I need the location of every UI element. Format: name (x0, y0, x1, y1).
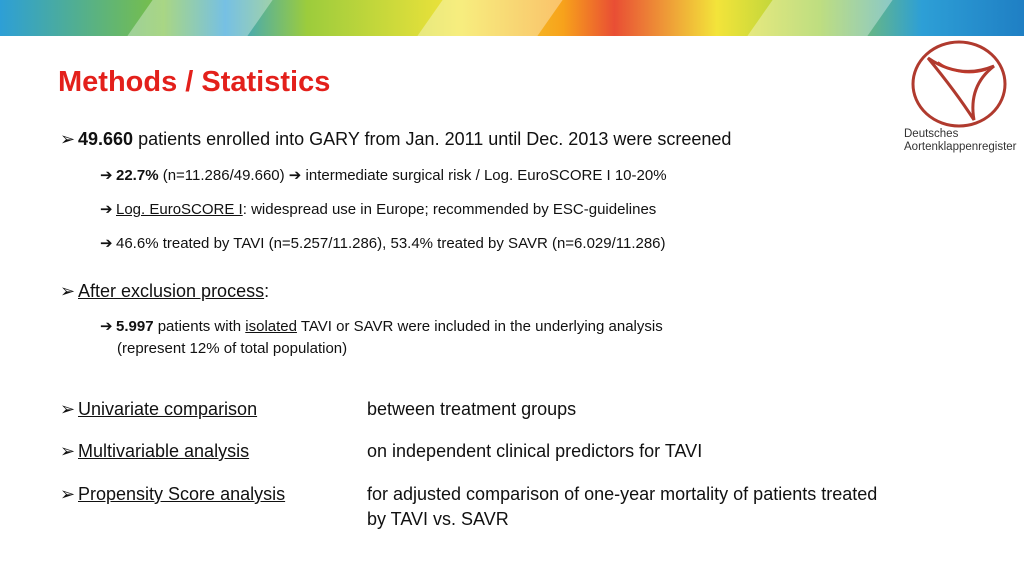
bullet-marker-icon: ➢ (60, 129, 76, 149)
logo-line-1: Deutsches (904, 128, 959, 140)
arrow-icon: ➔ (100, 167, 113, 184)
exclusion-colon: : (264, 281, 270, 301)
bullet-screened (60, 129, 731, 150)
header-banner (0, 0, 1024, 36)
bullet-exclusion (60, 281, 269, 302)
arrow-icon: ➔ (288, 167, 302, 184)
page-title: Methods / Statistics (58, 66, 331, 98)
banner-shape (747, 0, 892, 36)
bullet-marker-icon: ➢ (60, 441, 76, 461)
bullet-marker-icon: ➢ (60, 484, 76, 504)
multivariable-description: on independent clinical predictors for TAVI (367, 441, 703, 461)
sub-bullet-treatment-split (100, 234, 666, 252)
included-text-2: TAVI or SAVR were included in the underlying analysis (296, 318, 663, 335)
euroscore-text: : widespread use in Europe; recommended by ESC-guidelines (242, 201, 657, 218)
arrow-icon: ➔ (100, 235, 113, 252)
screened-text: patients enrolled into GARY from Jan. 2011 until Dec. 2013 were screened (133, 129, 732, 149)
logo-line-2: Aortenklappenregister (904, 141, 1017, 153)
propensity-description: for adjusted comparison of one-year mortality of patients treated (367, 484, 878, 504)
included-text: patients with (153, 318, 246, 335)
risk-text: intermediate surgical risk / Log. EuroSCORE I 10-20% (301, 167, 667, 184)
banner-shape (417, 0, 562, 36)
multivariable-link[interactable]: Multivariable analysis (78, 441, 250, 461)
propensity-link[interactable]: Propensity Score analysis (78, 484, 286, 504)
bullet-propensity (60, 484, 285, 505)
exclusion-link[interactable]: After exclusion process (78, 281, 265, 301)
bullet-multivariable (60, 441, 249, 462)
arrow-icon: ➔ (100, 201, 113, 218)
banner-shape (127, 0, 272, 36)
sub-bullet-euroscore (100, 200, 656, 218)
univariate-description: between treatment groups (367, 399, 577, 419)
arrow-icon: ➔ (100, 318, 113, 335)
bullet-marker-icon: ➢ (60, 399, 76, 419)
risk-count: (n=11.286/49.660) (158, 167, 289, 184)
treatment-split-text: 46.6% treated by TAVI (n=5.257/11.286), 53.4% treated by SAVR (n=6.029/11.286) (116, 235, 666, 252)
sub-bullet-included (100, 317, 663, 335)
propensity-description-2: by TAVI vs. SAVR (367, 509, 509, 529)
screened-count: 49.660 (78, 129, 134, 149)
included-note: (represent 12% of total population) (117, 340, 348, 357)
included-count: 5.997 (116, 318, 154, 335)
logo-caption (904, 128, 1017, 154)
isolated-link[interactable]: isolated (245, 318, 297, 335)
risk-percent: 22.7% (116, 167, 159, 184)
univariate-link[interactable]: Univariate comparison (78, 399, 258, 419)
bullet-marker-icon: ➢ (60, 281, 76, 301)
bullet-univariate (60, 399, 257, 420)
sub-bullet-intermediate-risk (100, 166, 667, 184)
euroscore-link[interactable]: Log. EuroSCORE I (116, 201, 243, 218)
